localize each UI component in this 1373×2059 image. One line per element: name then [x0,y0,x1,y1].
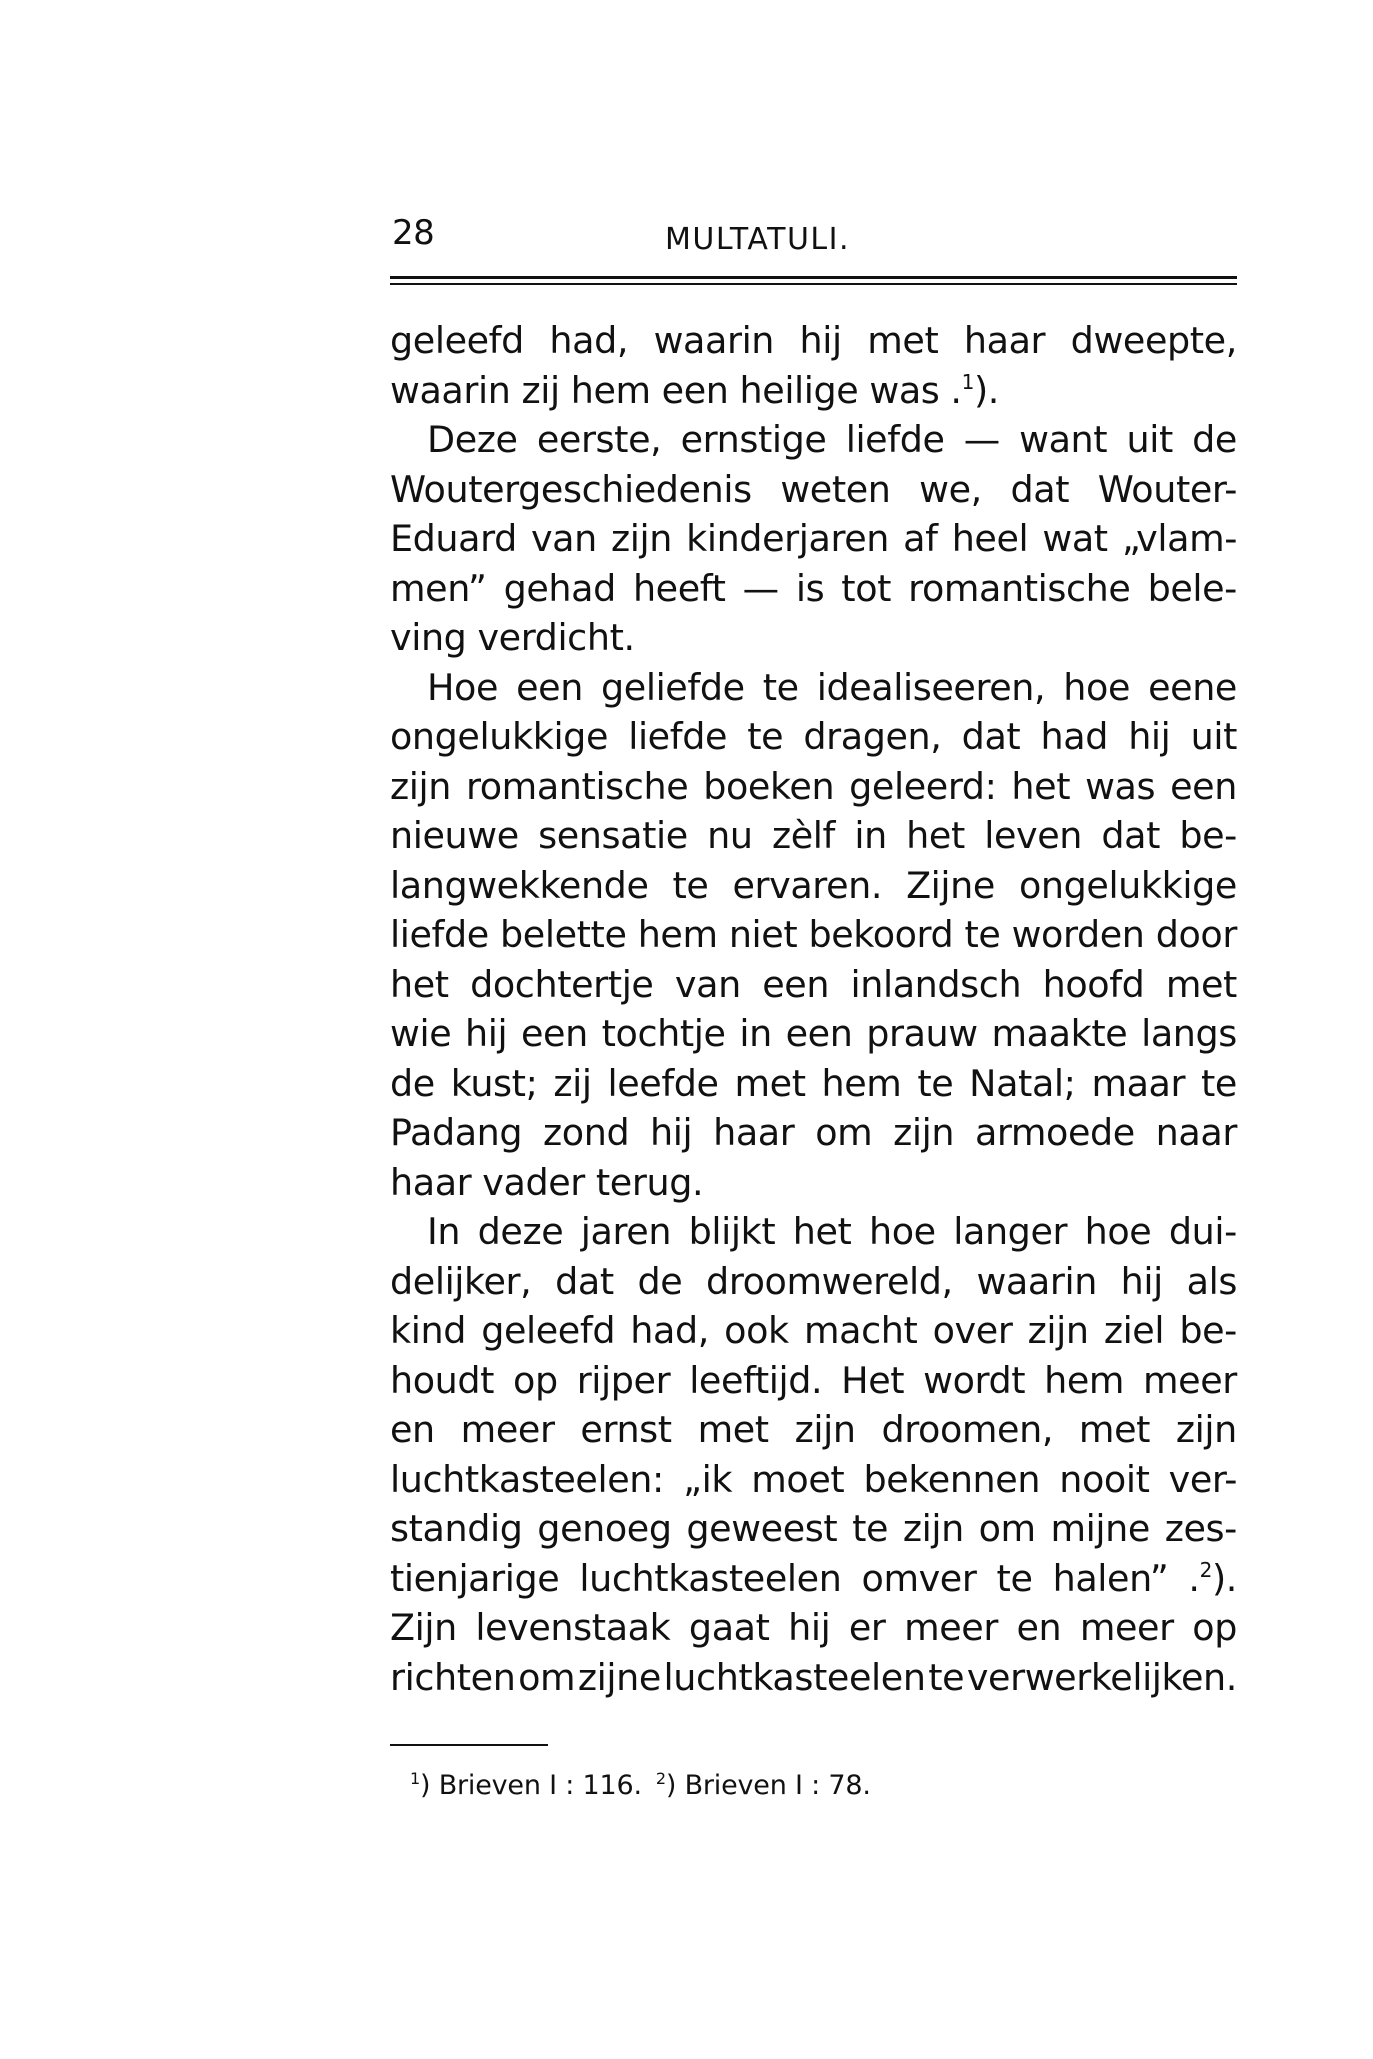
word: dat [1010,467,1070,511]
footnote-marker: 2 [655,1769,666,1788]
word: met [1165,962,1237,1006]
word: ernstige [680,418,827,461]
paragraph [390,1207,1237,1702]
word: nooit [1059,1457,1150,1501]
text-line [390,861,1237,911]
word: te [917,1061,954,1105]
word: om [518,1655,576,1699]
text-line [390,1257,1237,1307]
text-line [390,1108,1237,1158]
word: waarin [653,319,775,362]
word: droomen, [881,1408,1054,1451]
word: zèlf [771,814,835,857]
word: te [672,863,709,907]
word: „vlam- [1121,517,1237,560]
footnote-text: ) Brieven I : 116. [419,1770,642,1801]
word: nu [707,814,753,857]
word: ongelukkige [390,715,609,758]
word: geleefd [390,319,524,362]
word: delijker, [390,1259,532,1303]
word: hij [650,1111,693,1154]
footnote-ref: 2 [1199,1557,1212,1582]
word: we, [919,467,982,511]
word: dui- [1168,1210,1237,1253]
word: verdicht. [477,616,635,659]
word: en [390,1408,435,1451]
word: als [1186,1259,1237,1303]
header-rule [390,276,1237,279]
word: meer [460,1408,555,1451]
footnote-marker: 1 [410,1769,420,1788]
footnote [656,1768,871,1804]
word: sensatie [538,814,688,857]
text-line [390,663,1237,713]
word: had, [630,1309,709,1352]
word: te [762,665,799,709]
word: hoe [1084,1210,1152,1253]
footnote-rule [390,1744,548,1746]
word: terug. [595,1160,704,1204]
word: een [762,962,830,1006]
word: genoeg [537,1507,672,1550]
word: de [637,1259,683,1303]
text-line [390,1554,1237,1604]
word: kust; [450,1061,538,1105]
word: om [815,1111,873,1154]
word: langer [953,1210,1068,1253]
word: luchtkasteelen [663,1655,926,1699]
word: hem [821,1061,902,1105]
word: houdt [390,1358,495,1402]
word: be- [1179,1309,1237,1352]
word: maakte [991,1012,1128,1055]
word: ving [390,616,467,659]
text-line [390,514,1237,564]
word: omver [861,1556,977,1600]
text-line [390,1653,1237,1703]
word: uit [1190,715,1237,758]
text-line [390,316,1237,366]
word: te [928,1655,965,1699]
word: gehad [503,566,616,610]
word: heilige [739,368,859,412]
word: ernst [580,1408,672,1451]
word: op [1192,1606,1237,1649]
text-line [390,1504,1237,1554]
word: te [747,715,784,758]
word: bekoord [808,913,954,956]
word: in [739,1012,772,1055]
word: tochtje [601,1012,726,1055]
word: dweepte, [1070,319,1237,362]
word: weten [780,467,891,511]
word: zijn [902,1507,964,1550]
word: een [1170,764,1237,808]
word: naar [1155,1111,1237,1154]
word: hoofd [1042,962,1145,1006]
paragraph [390,415,1237,663]
word: waarin [390,368,511,412]
text-line [390,1405,1237,1455]
word: hij [1128,715,1171,758]
word: Hoe [427,665,499,709]
word: jaren [580,1210,672,1253]
word: standig [390,1507,523,1550]
word: te [852,1507,889,1550]
word: men” [390,566,487,610]
word: eene [1148,665,1237,709]
word: liefde [628,715,728,758]
word: er [848,1606,886,1649]
text-line [390,1356,1237,1406]
word: hij [799,319,842,362]
word: zijne [577,1655,661,1699]
text-line [390,465,1237,515]
word: de [390,1061,435,1105]
word: Zijn [390,1606,457,1649]
word: luchtkasteelen: [390,1457,664,1501]
word: idealiseeren, [816,665,1046,709]
text-line [390,762,1237,812]
word: meer [1143,1358,1237,1402]
word: van [530,517,597,560]
word: prauw [866,1012,978,1055]
word: langs [1141,1012,1237,1055]
text-line [390,415,1237,465]
word: kinderjaren [686,517,890,560]
word: levenstaak [475,1606,671,1649]
word: hem [1044,1358,1125,1402]
word: hoe [868,1210,936,1253]
word: tot [841,566,892,610]
word: maar [1091,1061,1186,1105]
word: geleerd: [849,764,997,808]
word: liefde [845,418,945,461]
word: zijn [1175,1408,1237,1451]
word: met [734,1061,806,1105]
word: In [427,1210,461,1253]
word: Wouter- [1097,467,1237,511]
word: te [1201,1061,1237,1105]
word: een [785,1012,853,1055]
word: Het [841,1358,905,1402]
text-line [390,1059,1237,1109]
word: een [521,1012,588,1055]
word: meer [904,1606,998,1649]
word: ook [724,1309,789,1352]
word: leeftijd. [689,1358,823,1402]
word: boeken [703,764,835,808]
word: niet [728,913,798,956]
word: tienjarige [390,1556,560,1600]
word: zijn [893,1111,955,1154]
footnotes [410,1768,885,1804]
word: dochtertje [470,962,654,1006]
word: Zijne [906,863,995,907]
word: het [906,814,965,857]
word: worden [1011,913,1145,956]
word: haar [390,1160,472,1204]
word: gaat [688,1606,770,1649]
body-text [390,316,1237,1702]
word: op [513,1358,558,1402]
word: in [854,814,887,857]
footnote [410,1768,642,1804]
word: dragen, [803,715,942,758]
word: haar [963,319,1046,362]
word: leven [984,814,1083,857]
word: droomwereld, [706,1259,953,1303]
footnote-text: ) Brieven I : 78. [665,1770,871,1801]
word: dat [961,715,1021,758]
word: mijne [1050,1507,1150,1550]
paragraph [390,663,1237,1208]
word: kind [390,1309,466,1352]
text-line [390,811,1237,861]
word: had, [549,319,629,362]
word: zijn [1027,1309,1089,1352]
word: de [1192,418,1237,461]
word: hem [570,368,651,412]
word: Woutergeschiedenis [390,467,752,511]
word: wat [1042,517,1108,560]
word: hij [788,1606,831,1649]
word: zijn [794,1408,856,1451]
word: zijn [390,764,451,808]
word: bele- [1147,566,1237,610]
word: Padang [390,1111,523,1154]
word: zond [543,1111,630,1154]
word: een [661,368,729,412]
text-line [390,712,1237,762]
word: bekennen [863,1457,1041,1501]
word: liefde [390,913,489,956]
word: haar [713,1111,795,1154]
word: nieuwe [390,814,519,857]
word: zes- [1164,1507,1237,1550]
text-line [390,564,1237,614]
word: leefde [607,1061,719,1105]
word: hij [1120,1259,1163,1303]
word: uit [1126,418,1173,461]
word: heeft [632,566,726,610]
word: dat [555,1259,614,1303]
paragraph [390,316,1237,415]
header-rule-secondary [390,283,1237,285]
word: .$^1$). [950,368,999,412]
word: hoe [1063,665,1131,709]
word: heel [951,517,1029,560]
word: belette [500,913,627,956]
word: en [1016,1606,1062,1649]
word: — [742,566,779,610]
word: ver- [1168,1457,1237,1501]
word: halen” [1052,1556,1169,1600]
word: richten [390,1655,516,1699]
word: deze [477,1210,564,1253]
word: te [996,1556,1033,1600]
word: hij [465,1012,508,1055]
word: zijn [611,517,672,560]
text-line [390,1009,1237,1059]
word: geweest [686,1507,838,1550]
word: met [1078,1408,1151,1451]
word: — [963,418,1000,461]
footnote-ref: 1 [961,369,974,394]
word: van [674,962,741,1006]
word: verwerkelijken. [966,1655,1237,1699]
word: want [1019,418,1108,461]
text-line [390,1207,1237,1257]
word: macht [803,1309,918,1352]
text-line [390,910,1237,960]
word: geleefd [481,1309,616,1352]
text-line [390,366,1237,416]
word: zij [521,368,560,412]
word: is [795,566,825,610]
word: met [697,1408,769,1451]
word: het [390,962,449,1006]
word: eerste, [536,418,662,461]
word: te [964,913,1001,956]
word: was [1085,764,1156,808]
word: over [932,1309,1013,1352]
word: blijkt [688,1210,776,1253]
word: be- [1179,814,1237,857]
word: geliefde [601,665,745,709]
word: wordt [923,1358,1026,1402]
word: moet [751,1457,845,1501]
word: af [903,517,938,560]
word: om [978,1507,1036,1550]
word: „ik [683,1457,733,1501]
text-line [390,1603,1237,1653]
text-line [390,960,1237,1010]
word: .$^2$). [1188,1556,1237,1600]
text-line [390,1306,1237,1356]
running-head: MULTATULI. [665,222,850,257]
word: had [1040,715,1108,758]
word: Eduard [390,517,517,560]
text-line [390,613,1237,663]
word: meer [1079,1606,1174,1649]
word: rijper [576,1358,671,1402]
word: romantische [465,764,689,808]
word: ongelukkige [1018,863,1237,907]
page-number: 28 [392,213,435,253]
word: het [792,1210,852,1253]
word: ervaren. [732,863,883,907]
word: het [1011,764,1071,808]
text-line [390,1158,1237,1208]
word: ziel [1103,1309,1165,1352]
word: was [869,368,940,412]
word: langwekkende [390,863,649,907]
word: met [867,319,939,362]
word: Deze [427,418,518,461]
word: inlandsch [850,962,1022,1006]
word: hem [637,913,718,956]
word: wie [390,1012,452,1055]
word: zij [553,1061,592,1105]
word: vader [482,1160,585,1204]
word: een [516,665,583,709]
word: door [1155,913,1237,956]
word: waarin [976,1259,1097,1303]
word: luchtkasteelen [579,1556,842,1600]
word: armoede [974,1111,1135,1154]
word: romantische [908,566,1131,610]
word: dat [1101,814,1161,857]
word: Natal; [969,1061,1076,1105]
text-line [390,1455,1237,1505]
